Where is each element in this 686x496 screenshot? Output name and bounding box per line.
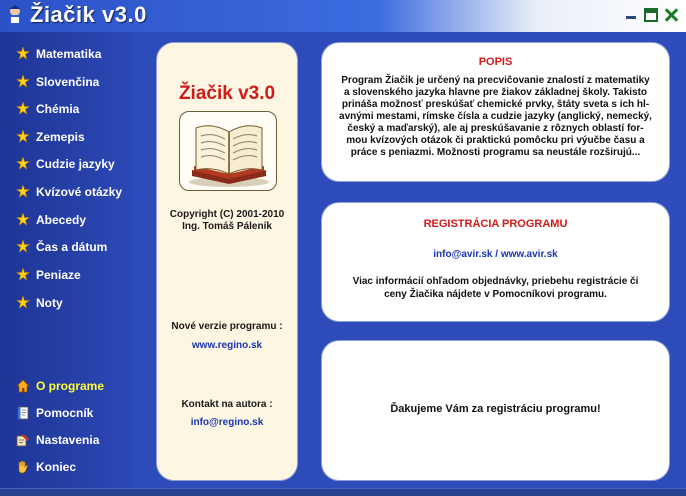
exit-hand-icon [16, 460, 30, 474]
registration-line: Viac informácií ohľadom objednávky, priebehu registrácie či [352, 276, 639, 287]
settings-icon [16, 433, 30, 447]
star-icon [16, 268, 30, 282]
thanks-panel [321, 340, 670, 481]
new-versions-label: Nové verzie programu : [171, 321, 283, 332]
title-bar[interactable] [0, 0, 686, 32]
maximize-button[interactable] [644, 8, 658, 22]
sidebar-item-peniaze[interactable] [16, 265, 81, 285]
copyright-text: Copyright (C) 2001-2010 [169, 209, 285, 220]
home-icon [16, 379, 30, 393]
sidebar-item-abecedy[interactable] [16, 210, 86, 230]
open-book-icon [180, 112, 277, 191]
star-icon [16, 130, 30, 144]
star-icon [16, 296, 30, 310]
star-icon [16, 47, 30, 61]
sidebar-item-label: Abecedy [36, 213, 87, 227]
sidebar-menu [0, 32, 131, 488]
registration-links[interactable]: info@avir.sk / www.avir.sk [433, 249, 558, 260]
sidebar-item-label: Koniec [36, 460, 77, 474]
sidebar-item-zemepis[interactable] [16, 127, 85, 147]
minimize-button[interactable] [624, 8, 638, 22]
contact-label: Kontakt na autora : [181, 399, 273, 410]
main-content [131, 32, 686, 488]
window-title: Žiačik v3.0 [30, 2, 147, 27]
description-line: mou kvízových otázok či praktickú pomôcku pri výučbe času a [346, 135, 645, 146]
contact-email-link[interactable]: info@regino.sk [190, 417, 264, 428]
sidebar-item-cudzie-jazyky[interactable] [16, 154, 115, 174]
sidebar-item-label: Noty [36, 296, 63, 310]
sidebar-item-label: Matematika [36, 47, 102, 61]
sidebar-item-noty[interactable] [16, 293, 63, 313]
app-logo-icon [4, 4, 26, 28]
description-line: a slovenského jazyka hlavne pre žiakov základnej školy. Takisto [343, 87, 648, 98]
star-icon [16, 75, 30, 89]
star-icon [16, 185, 30, 199]
star-icon [16, 157, 30, 171]
description-line: Program Žiačik je určený na precvičovanie znalostí z matematiky [341, 75, 650, 86]
description-panel [321, 42, 670, 182]
sidebar-item-label: Kvízové otázky [36, 185, 123, 199]
sidebar-item-label: Pomocník [36, 406, 94, 420]
sidebar-item-label: O programe [36, 379, 105, 393]
sidebar-item-slovencina[interactable] [16, 72, 99, 92]
about-app-title: Žiačik v3.0 [178, 83, 276, 104]
sidebar-item-o-programe[interactable] [16, 376, 104, 396]
description-line: český a maďarský), ale aj preskúšavanie z rôznych oblastí for- [347, 123, 644, 134]
help-book-icon [16, 406, 30, 420]
sidebar-item-label: Zemepis [36, 130, 85, 144]
star-icon [16, 102, 30, 116]
description-line: avnými mestami, rímske čísla a cudzie jazyky (anglický, nemecký, [339, 111, 652, 122]
description-text [336, 75, 655, 159]
description-heading: POPIS [478, 56, 513, 68]
sidebar-item-pomocnik[interactable] [16, 403, 93, 423]
sidebar-item-kvizove-otazky[interactable] [16, 182, 122, 202]
close-button[interactable] [664, 8, 678, 22]
book-logo [179, 111, 277, 191]
sidebar-item-label: Cudzie jazyky [36, 157, 115, 171]
description-line: prináša možnosť preskúšať chemické prvky, štáty sveta s ich hl- [341, 99, 650, 110]
sidebar-item-label: Peniaze [36, 268, 81, 282]
sidebar-item-nastavenia[interactable] [16, 430, 99, 450]
sidebar-item-matematika[interactable] [16, 44, 101, 64]
star-icon [16, 240, 30, 254]
registration-panel [321, 202, 670, 322]
sidebar-item-label: Nastavenia [36, 433, 100, 447]
bottom-border [0, 488, 686, 496]
author-name: Ing. Tomáš Páleník [182, 221, 272, 232]
sidebar-item-cas-a-datum[interactable] [16, 237, 107, 257]
star-icon [16, 213, 30, 227]
registration-line: ceny Žiačika nájdete v Pomocníkovi programu. [384, 289, 607, 300]
sidebar-item-label: Slovenčina [36, 75, 100, 89]
registration-text [338, 275, 653, 301]
registration-heading: REGISTRÁCIA PROGRAMU [423, 218, 568, 230]
description-line: práce s peniazmi. Možnosti programu sa neustále rozširujú... [350, 147, 641, 158]
sidebar-item-koniec[interactable] [16, 457, 76, 477]
about-panel [156, 42, 298, 481]
sidebar-item-chemia[interactable] [16, 99, 79, 119]
thanks-message: Ďakujeme Vám za registráciu programu! [390, 403, 601, 415]
new-versions-link[interactable]: www.regino.sk [191, 340, 263, 351]
sidebar-item-label: Čas a dátum [36, 240, 108, 254]
sidebar-item-label: Chémia [36, 102, 80, 116]
